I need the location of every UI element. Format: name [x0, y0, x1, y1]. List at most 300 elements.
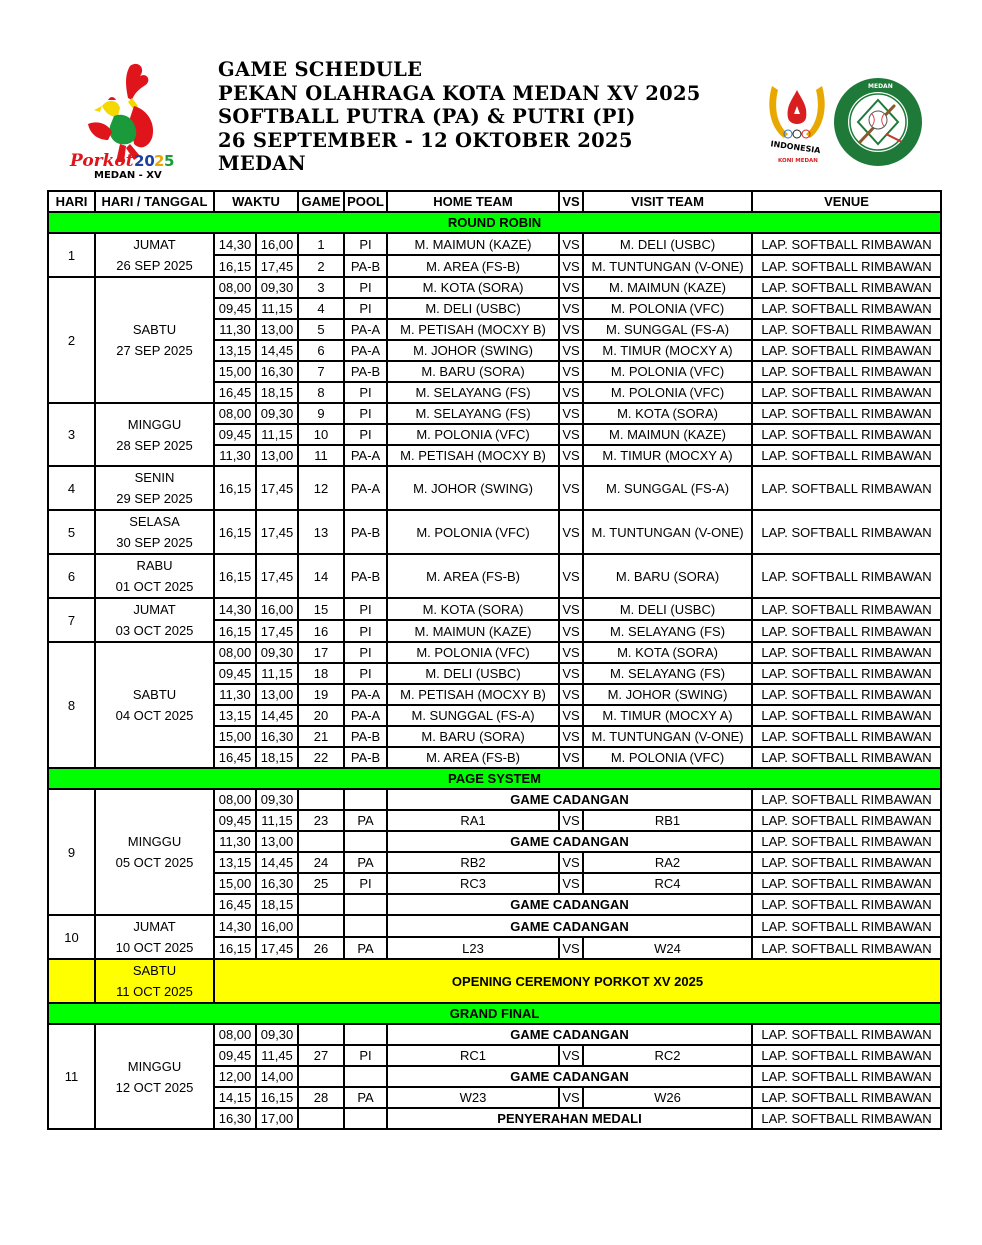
start-time: 16,45 — [214, 747, 256, 768]
start-time: 15,00 — [214, 361, 256, 382]
merged-event: GAME CADANGAN — [387, 915, 752, 937]
pool: PA-A — [344, 319, 387, 340]
venue: LAP. SOFTBALL RIMBAWAN — [752, 894, 941, 915]
start-time: 13,15 — [214, 340, 256, 361]
day-name: RABU — [136, 558, 173, 573]
schedule-table — [47, 190, 942, 1130]
document-header — [0, 0, 982, 190]
svg-text:20: 20 — [134, 152, 155, 170]
game-number: 15 — [298, 598, 344, 620]
venue: LAP. SOFTBALL RIMBAWAN — [752, 1108, 941, 1129]
game-number: 26 — [298, 937, 344, 959]
schedule-body — [48, 212, 941, 1129]
game-number: 18 — [298, 663, 344, 684]
visit-team: M. TIMUR (MOCXY A) — [583, 705, 752, 726]
day-date-cell — [95, 403, 214, 466]
merged-event: GAME CADANGAN — [387, 831, 752, 852]
start-time: 08,00 — [214, 277, 256, 298]
title-line-3: SOFTBALL PUTRA (PA) & PUTRI (PI) — [218, 105, 636, 128]
home-team: W23 — [387, 1087, 559, 1108]
visit-team: M. TIMUR (MOCXY A) — [583, 340, 752, 361]
svg-text:Porkot: Porkot — [70, 151, 134, 171]
venue: LAP. SOFTBALL RIMBAWAN — [752, 277, 941, 298]
home-team: M. JOHOR (SWING) — [387, 340, 559, 361]
day-date-cell — [95, 277, 214, 403]
title-line-4: 26 SEPTEMBER - 12 OKTOBER 2025 — [218, 128, 633, 152]
table-row — [48, 789, 941, 810]
start-time: 11,30 — [214, 684, 256, 705]
end-time: 11,45 — [256, 1045, 298, 1066]
table-row — [48, 554, 941, 598]
end-time: 16,00 — [256, 233, 298, 255]
title-line-5: MEDAN — [218, 152, 306, 175]
vs-label: VS — [559, 873, 583, 894]
start-time: 16,30 — [214, 1108, 256, 1129]
section-band-page-system — [48, 768, 941, 789]
section-band-grand-final — [48, 1003, 941, 1024]
start-time: 16,15 — [214, 554, 256, 598]
day-number — [48, 959, 95, 1003]
svg-text:5: 5 — [164, 152, 175, 170]
pool: PA-B — [344, 361, 387, 382]
pool — [344, 1066, 387, 1087]
pool: PI — [344, 277, 387, 298]
game-number: 1 — [298, 233, 344, 255]
home-team: M. BARU (SORA) — [387, 726, 559, 747]
end-time: 09,30 — [256, 277, 298, 298]
day-number: 4 — [48, 466, 95, 510]
game-number — [298, 789, 344, 810]
venue: LAP. SOFTBALL RIMBAWAN — [752, 642, 941, 663]
game-number: 27 — [298, 1045, 344, 1066]
day-name: MINGGU — [127, 1058, 182, 1074]
day-date-cell — [95, 789, 214, 915]
day-number: 1 — [48, 233, 95, 277]
start-time: 12,00 — [214, 1066, 256, 1087]
visit-team: M. SUNGGAL (FS-A) — [583, 466, 752, 510]
end-time: 16,30 — [256, 873, 298, 894]
day-date-cell — [95, 1024, 214, 1129]
end-time: 09,30 — [256, 403, 298, 424]
venue: LAP. SOFTBALL RIMBAWAN — [752, 1087, 941, 1108]
vs-label: VS — [559, 747, 583, 768]
start-time: 15,00 — [214, 873, 256, 894]
vs-label: VS — [559, 554, 583, 598]
home-team: L23 — [387, 937, 559, 959]
end-time: 11,15 — [256, 810, 298, 831]
venue: LAP. SOFTBALL RIMBAWAN — [752, 747, 941, 768]
game-number — [298, 1108, 344, 1129]
visit-team: RC4 — [583, 873, 752, 894]
vs-label: VS — [559, 510, 583, 554]
date: 03 OCT 2025 — [115, 623, 194, 638]
game-number: 5 — [298, 319, 344, 340]
pool — [344, 894, 387, 915]
end-time: 14,45 — [256, 705, 298, 726]
visit-team: M. DELI (USBC) — [583, 233, 752, 255]
vs-label: VS — [559, 382, 583, 403]
visit-team: M. SELAYANG (FS) — [583, 620, 752, 642]
header-hari: HARI — [48, 191, 95, 212]
venue: LAP. SOFTBALL RIMBAWAN — [752, 445, 941, 466]
end-time: 16,15 — [256, 1087, 298, 1108]
merged-event: GAME CADANGAN — [387, 1066, 752, 1087]
day-number: 6 — [48, 554, 95, 598]
svg-text:KONI MEDAN: KONI MEDAN — [778, 158, 818, 164]
venue: LAP. SOFTBALL RIMBAWAN — [752, 424, 941, 445]
end-time: 09,30 — [256, 789, 298, 810]
start-time: 09,45 — [214, 298, 256, 319]
vs-label: VS — [559, 340, 583, 361]
vs-label: VS — [559, 598, 583, 620]
pool: PI — [344, 382, 387, 403]
venue: LAP. SOFTBALL RIMBAWAN — [752, 340, 941, 361]
game-number: 6 — [298, 340, 344, 361]
venue: LAP. SOFTBALL RIMBAWAN — [752, 554, 941, 598]
home-team: M. BARU (SORA) — [387, 361, 559, 382]
home-team: M. MAIMUN (KAZE) — [387, 620, 559, 642]
venue: LAP. SOFTBALL RIMBAWAN — [752, 852, 941, 873]
end-time: 17,00 — [256, 1108, 298, 1129]
title-line-2: PEKAN OLAHRAGA KOTA MEDAN XV 2025 — [218, 81, 701, 105]
pool: PA-B — [344, 255, 387, 277]
game-number: 22 — [298, 747, 344, 768]
day-name: SELASA — [129, 514, 180, 529]
home-team: M. AREA (FS-B) — [387, 255, 559, 277]
end-time: 17,45 — [256, 937, 298, 959]
visit-team: W24 — [583, 937, 752, 959]
pool: PA-B — [344, 510, 387, 554]
home-team: M. JOHOR (SWING) — [387, 466, 559, 510]
venue: LAP. SOFTBALL RIMBAWAN — [752, 510, 941, 554]
end-time: 18,15 — [256, 747, 298, 768]
header-venue: VENUE — [752, 191, 941, 212]
end-time: 16,30 — [256, 361, 298, 382]
pool — [344, 1024, 387, 1045]
game-number: 13 — [298, 510, 344, 554]
day-name: JUMAT — [133, 237, 176, 252]
day-date-cell — [95, 233, 214, 277]
vs-label: VS — [559, 620, 583, 642]
day-number: 9 — [48, 789, 95, 915]
vs-label: VS — [559, 810, 583, 831]
vs-label: VS — [559, 445, 583, 466]
start-time: 16,45 — [214, 894, 256, 915]
start-time: 16,45 — [214, 382, 256, 403]
venue: LAP. SOFTBALL RIMBAWAN — [752, 873, 941, 894]
table-row — [48, 642, 941, 663]
game-number: 23 — [298, 810, 344, 831]
home-team: M. PETISAH (MOCXY B) — [387, 319, 559, 340]
start-time: 11,30 — [214, 445, 256, 466]
venue: LAP. SOFTBALL RIMBAWAN — [752, 1045, 941, 1066]
vs-label: VS — [559, 424, 583, 445]
visit-team: RC2 — [583, 1045, 752, 1066]
start-time: 11,30 — [214, 319, 256, 340]
start-time: 08,00 — [214, 403, 256, 424]
game-number — [298, 831, 344, 852]
pool: PI — [344, 663, 387, 684]
game-number — [298, 1066, 344, 1087]
game-number: 19 — [298, 684, 344, 705]
visit-team: M. POLONIA (VFC) — [583, 382, 752, 403]
pool — [344, 915, 387, 937]
header-waktu: WAKTU — [214, 191, 298, 212]
table-row — [48, 233, 941, 255]
merged-event: GAME CADANGAN — [387, 789, 752, 810]
day-name: MINGGU — [127, 834, 182, 849]
end-time: 17,45 — [256, 510, 298, 554]
start-time: 13,15 — [214, 705, 256, 726]
home-team: M. PETISAH (MOCXY B) — [387, 445, 559, 466]
date: 12 OCT 2025 — [115, 1079, 194, 1095]
visit-team: M. POLONIA (VFC) — [583, 298, 752, 319]
end-time: 11,15 — [256, 424, 298, 445]
day-date-cell — [95, 510, 214, 554]
end-time: 13,00 — [256, 445, 298, 466]
vs-label: VS — [559, 233, 583, 255]
day-number: 3 — [48, 403, 95, 466]
visit-team: M. POLONIA (VFC) — [583, 361, 752, 382]
day-name: SABTU — [132, 322, 177, 337]
vs-label: VS — [559, 466, 583, 510]
home-team: RC3 — [387, 873, 559, 894]
date: 27 SEP 2025 — [116, 343, 193, 358]
day-date-cell — [95, 915, 214, 959]
visit-team: RA2 — [583, 852, 752, 873]
home-team: RC1 — [387, 1045, 559, 1066]
vs-label: VS — [559, 1087, 583, 1108]
end-time: 13,00 — [256, 831, 298, 852]
home-team: RB2 — [387, 852, 559, 873]
game-number: 14 — [298, 554, 344, 598]
pool: PA-B — [344, 747, 387, 768]
visit-team: M. SUNGGAL (FS-A) — [583, 319, 752, 340]
day-date-cell — [95, 554, 214, 598]
venue: LAP. SOFTBALL RIMBAWAN — [752, 255, 941, 277]
end-time: 16,30 — [256, 726, 298, 747]
day-date-cell — [95, 959, 214, 1003]
start-time: 16,15 — [214, 937, 256, 959]
vs-label: VS — [559, 937, 583, 959]
day-date-cell — [95, 466, 214, 510]
table-row — [48, 277, 941, 298]
date: 29 SEP 2025 — [116, 491, 193, 506]
venue: LAP. SOFTBALL RIMBAWAN — [752, 319, 941, 340]
home-team: M. AREA (FS-B) — [387, 747, 559, 768]
start-time: 11,30 — [214, 831, 256, 852]
home-team: M. POLONIA (VFC) — [387, 424, 559, 445]
end-time: 17,45 — [256, 620, 298, 642]
ceremony-label: OPENING CEREMONY PORKOT XV 2025 — [214, 959, 941, 1003]
pool — [344, 1108, 387, 1129]
venue: LAP. SOFTBALL RIMBAWAN — [752, 1066, 941, 1087]
start-time: 09,45 — [214, 1045, 256, 1066]
pool — [344, 789, 387, 810]
home-team: M. DELI (USBC) — [387, 298, 559, 319]
date: 11 OCT 2025 — [116, 984, 193, 999]
game-number: 10 — [298, 424, 344, 445]
svg-text:MEDAN: MEDAN — [868, 83, 893, 90]
vs-label: VS — [559, 726, 583, 747]
vs-label: VS — [559, 361, 583, 382]
pool: PA-A — [344, 684, 387, 705]
visit-team: M. TUNTUNGAN (V-ONE) — [583, 255, 752, 277]
koni-medan-logo-icon — [764, 76, 830, 168]
visit-team: M. KOTA (SORA) — [583, 403, 752, 424]
home-team: M. KOTA (SORA) — [387, 277, 559, 298]
visit-team: M. DELI (USBC) — [583, 598, 752, 620]
day-number: 8 — [48, 642, 95, 768]
table-row — [48, 510, 941, 554]
start-time: 13,15 — [214, 852, 256, 873]
date: 01 OCT 2025 — [115, 579, 194, 594]
date: 30 SEP 2025 — [116, 535, 193, 550]
merged-event: GAME CADANGAN — [387, 1024, 752, 1045]
day-number: 10 — [48, 915, 95, 959]
pool: PA — [344, 852, 387, 873]
section-label: ROUND ROBIN — [48, 212, 941, 233]
visit-team: M. TUNTUNGAN (V-ONE) — [583, 510, 752, 554]
start-time: 09,45 — [214, 663, 256, 684]
day-number: 7 — [48, 598, 95, 642]
venue: LAP. SOFTBALL RIMBAWAN — [752, 403, 941, 424]
game-number — [298, 1024, 344, 1045]
start-time: 16,15 — [214, 466, 256, 510]
pool: PA-A — [344, 705, 387, 726]
pool: PA — [344, 937, 387, 959]
end-time: 17,45 — [256, 466, 298, 510]
table-header-row — [48, 191, 941, 212]
header-vs: VS — [559, 191, 583, 212]
day-name: SABTU — [132, 687, 177, 702]
game-number: 25 — [298, 873, 344, 894]
pool: PI — [344, 403, 387, 424]
table-row — [48, 1024, 941, 1045]
start-time: 14,30 — [214, 598, 256, 620]
end-time: 09,30 — [256, 642, 298, 663]
header-visit-team: VISIT TEAM — [583, 191, 752, 212]
game-number: 17 — [298, 642, 344, 663]
visit-team: M. BARU (SORA) — [583, 554, 752, 598]
pool: PI — [344, 233, 387, 255]
home-team: M. KOTA (SORA) — [387, 598, 559, 620]
home-team: M. DELI (USBC) — [387, 663, 559, 684]
game-number: 24 — [298, 852, 344, 873]
pool: PI — [344, 1045, 387, 1066]
end-time: 16,00 — [256, 915, 298, 937]
visit-team: M. SELAYANG (FS) — [583, 663, 752, 684]
header-game: GAME — [298, 191, 344, 212]
start-time: 15,00 — [214, 726, 256, 747]
header-pool: POOL — [344, 191, 387, 212]
game-number: 11 — [298, 445, 344, 466]
pool: PI — [344, 620, 387, 642]
table-row — [48, 915, 941, 937]
game-number: 8 — [298, 382, 344, 403]
visit-team: M. TIMUR (MOCXY A) — [583, 445, 752, 466]
home-team: M. MAIMUN (KAZE) — [387, 233, 559, 255]
vs-label: VS — [559, 663, 583, 684]
pool: PA-A — [344, 340, 387, 361]
vs-label: VS — [559, 255, 583, 277]
header-home-team: HOME TEAM — [387, 191, 559, 212]
visit-team: M. KOTA (SORA) — [583, 642, 752, 663]
vs-label: VS — [559, 277, 583, 298]
day-number: 2 — [48, 277, 95, 403]
game-number: 12 — [298, 466, 344, 510]
document-title — [218, 58, 701, 176]
svg-text:MEDAN - XV: MEDAN - XV — [94, 170, 162, 181]
perbasasi-medan-logo-icon — [832, 76, 924, 168]
date: 04 OCT 2025 — [115, 708, 194, 723]
end-time: 18,15 — [256, 894, 298, 915]
section-label: PAGE SYSTEM — [48, 768, 941, 789]
date: 28 SEP 2025 — [116, 437, 193, 453]
pool: PI — [344, 873, 387, 894]
pool: PA-B — [344, 554, 387, 598]
end-time: 17,45 — [256, 554, 298, 598]
end-time: 09,30 — [256, 1024, 298, 1045]
end-time: 17,45 — [256, 255, 298, 277]
end-time: 11,15 — [256, 663, 298, 684]
game-number — [298, 894, 344, 915]
vs-label: VS — [559, 403, 583, 424]
game-number — [298, 915, 344, 937]
vs-label: VS — [559, 852, 583, 873]
start-time: 14,15 — [214, 1087, 256, 1108]
vs-label: VS — [559, 642, 583, 663]
pool: PI — [344, 424, 387, 445]
venue: LAP. SOFTBALL RIMBAWAN — [752, 361, 941, 382]
table-row — [48, 403, 941, 424]
home-team: M. SELAYANG (FS) — [387, 403, 559, 424]
venue: LAP. SOFTBALL RIMBAWAN — [752, 298, 941, 319]
pool: PA-A — [344, 445, 387, 466]
section-label: GRAND FINAL — [48, 1003, 941, 1024]
pool: PA — [344, 810, 387, 831]
end-time: 16,00 — [256, 598, 298, 620]
venue: LAP. SOFTBALL RIMBAWAN — [752, 705, 941, 726]
game-number: 28 — [298, 1087, 344, 1108]
home-team: M. SUNGGAL (FS-A) — [387, 705, 559, 726]
day-number: 11 — [48, 1024, 95, 1129]
date: 10 OCT 2025 — [115, 940, 194, 955]
day-name: SENIN — [134, 470, 175, 485]
end-time: 13,00 — [256, 684, 298, 705]
end-time: 18,15 — [256, 382, 298, 403]
day-name: JUMAT — [133, 602, 176, 617]
game-number: 2 — [298, 255, 344, 277]
venue: LAP. SOFTBALL RIMBAWAN — [752, 663, 941, 684]
game-number: 3 — [298, 277, 344, 298]
home-team: M. AREA (FS-B) — [387, 554, 559, 598]
visit-team: M. JOHOR (SWING) — [583, 684, 752, 705]
svg-text:INDONESIA: INDONESIA — [769, 139, 821, 156]
end-time: 14,45 — [256, 340, 298, 361]
day-date-cell — [95, 642, 214, 768]
date: 26 SEP 2025 — [116, 258, 193, 273]
pool: PI — [344, 642, 387, 663]
game-number: 9 — [298, 403, 344, 424]
start-time: 09,45 — [214, 424, 256, 445]
visit-team: RB1 — [583, 810, 752, 831]
venue: LAP. SOFTBALL RIMBAWAN — [752, 233, 941, 255]
home-team: M. POLONIA (VFC) — [387, 510, 559, 554]
venue: LAP. SOFTBALL RIMBAWAN — [752, 726, 941, 747]
venue: LAP. SOFTBALL RIMBAWAN — [752, 915, 941, 937]
venue: LAP. SOFTBALL RIMBAWAN — [752, 382, 941, 403]
